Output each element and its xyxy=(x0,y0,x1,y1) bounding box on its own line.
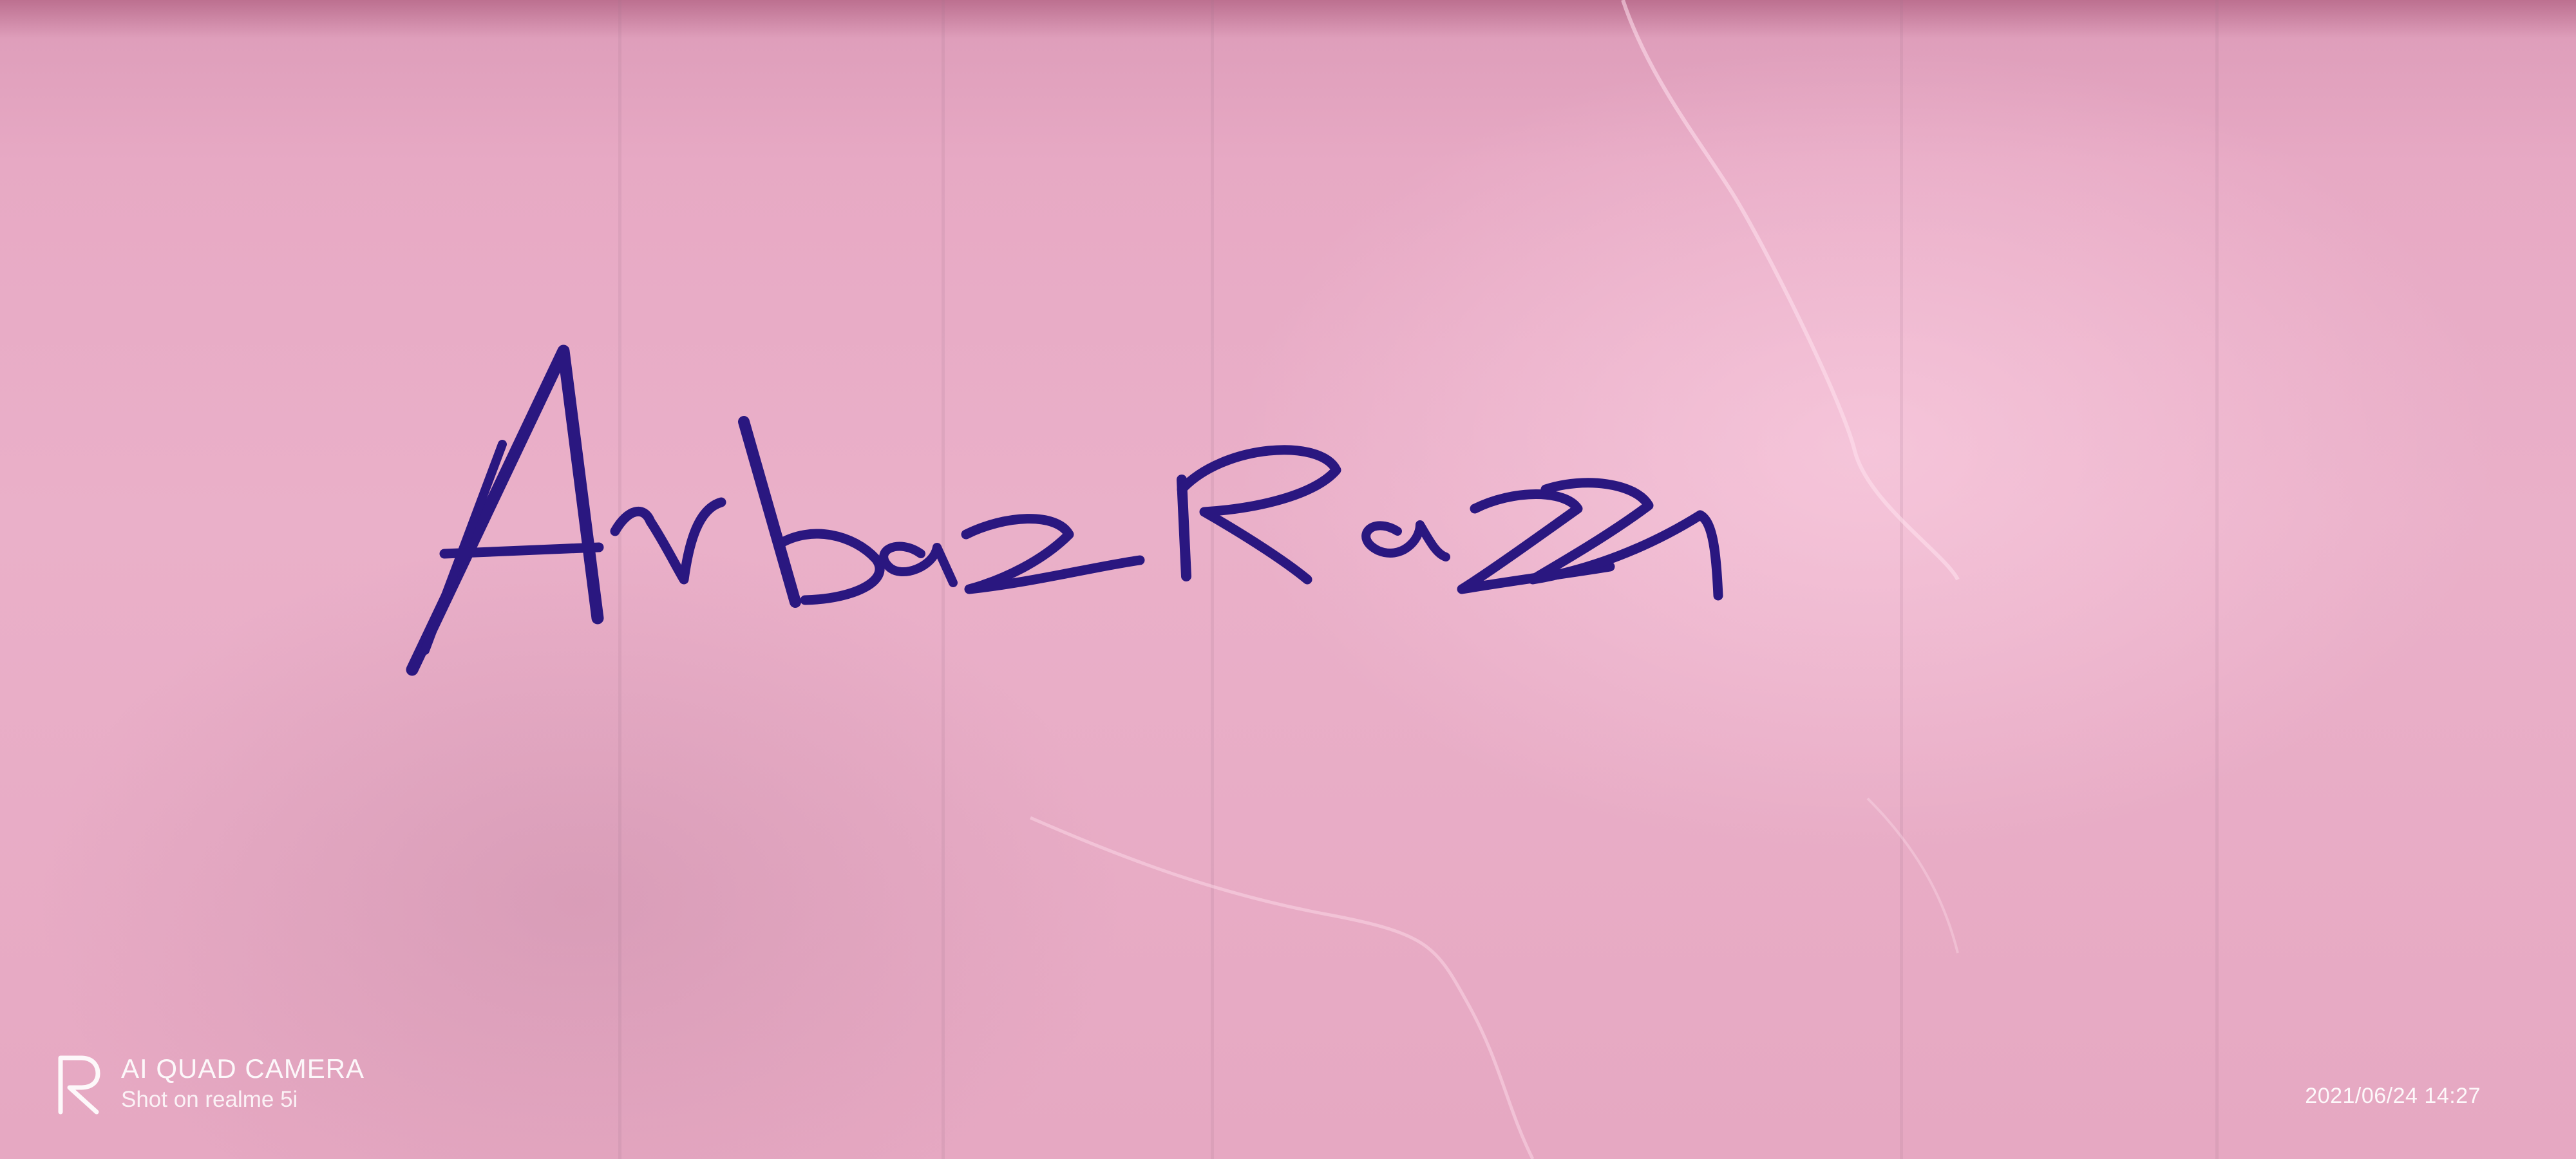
watermark-title: AI QUAD CAMERA xyxy=(121,1053,365,1084)
camera-watermark xyxy=(55,1048,365,1119)
photo-timestamp: 2021/06/24 14:27 xyxy=(2305,1084,2481,1108)
watermark-subtitle: Shot on realme 5i xyxy=(121,1087,298,1112)
realme-r-logo-icon xyxy=(55,1053,103,1115)
